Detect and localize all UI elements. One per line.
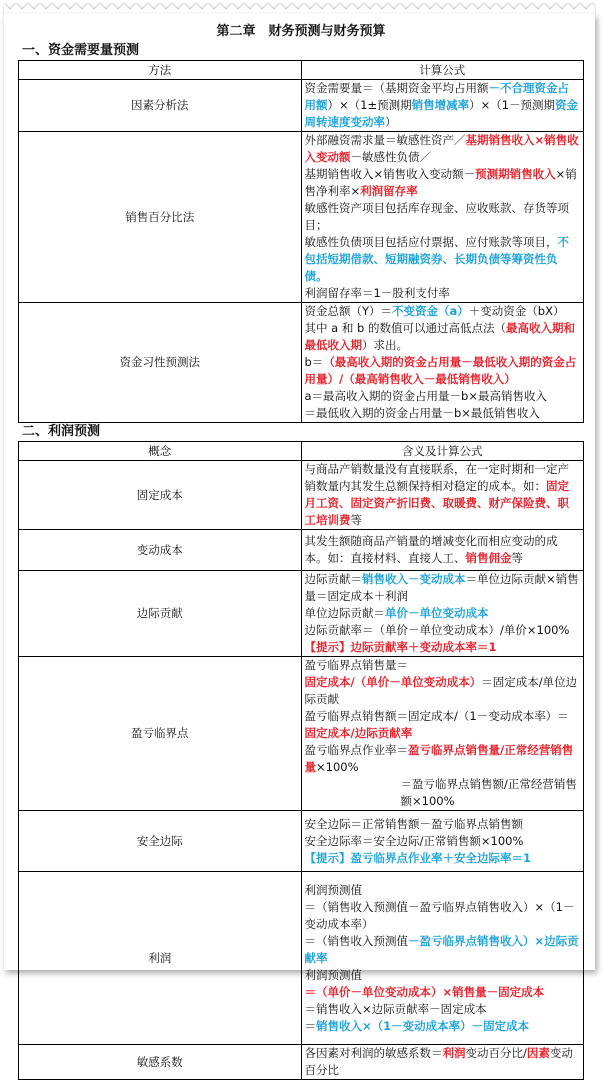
row-contribution-margin <box>19 571 584 657</box>
formula-capital-habit: 资金总额（Y）＝不变资金（a）＋变动资金（bX） 其中 a 和 b 的数值可以通过高低点法（最高收入期和最低收入期）求出。 b＝（最高收入期的资金占用量－最低收入期的资金占用量）/（最高销售收入－最低销售收入） a＝最高收入期的资金占用量－b×最高销售收入 ＝最低收入期的资金占用量－b×最低销售收入 <box>301 303 584 423</box>
meaning-variable-cost: 其发生额随商品产销量的增减变化而相应变动的成本。如：直接材料、直接人工、销售佣金等 <box>301 530 584 571</box>
formula-factor-analysis: 资金需要量＝（基期资金平均占用额－不合理资金占用额）×（1±预测期销售增减率）×（1－预测期资金周转速度变动率） <box>301 80 584 132</box>
concept-contribution-margin: 边际贡献 <box>19 571 302 657</box>
method-factor-analysis: 因素分析法 <box>19 80 302 132</box>
meaning-profit: 利润预测值 ＝（销售收入预测值－盈亏临界点销售收入）×（1－变动成本率） ＝（销售收入预测值－盈亏临界点销售收入）×边际贡献率 利润预测值 ＝（单价－单位变动成本）×销售量－固定成本 ＝销售收入×边际贡献率－固定成本 ＝销售收入×（1－变动成本率）－固定成本 <box>301 872 584 1045</box>
table-header-row <box>19 442 584 461</box>
row-safety-margin <box>19 811 584 872</box>
header-method: 方法 <box>19 61 302 80</box>
meaning-safety-margin: 安全边际＝正常销售额－盈亏临界点销售额 安全边际率＝安全边际/正常销售额×100% 【提示】盈亏临界点作业率＋安全边际率＝1 <box>301 811 584 872</box>
meaning-fixed-cost: 与商品产销数量没有直接联系，在一定时期和一定产销数量内其发生总额保持相对稳定的成本。如：固定月工资、固定资产折旧费、取暖费、财产保险费、职工培训费等 <box>301 461 584 530</box>
row-sales-percentage <box>19 132 584 303</box>
chapter-title: 第二章 财务预测与财务预算 <box>216 24 386 39</box>
row-sensitivity <box>19 1045 584 1080</box>
method-capital-habit: 资金习性预测法 <box>19 303 302 423</box>
row-profit <box>19 872 584 1045</box>
concept-safety-margin: 安全边际 <box>19 811 302 872</box>
concept-variable-cost: 变动成本 <box>19 530 302 571</box>
method-sales-percentage: 销售百分比法 <box>19 132 302 303</box>
formula-sales-percentage: 外部融资需求量＝敏感性资产／基期销售收入×销售收入变动额－敏感性负债／ 基期销售收入×销售收入变动额－预测期销售收入×销售净利率×利润留存率 敏感性资产项目包括库存现金、应收账款、存货等项目； 敏感性负债项目包括应付票据、应付账款等项目，不包括短期借款、短期融资券、长期负债等筹资性负债。 利润留存率＝1－股利支付率 <box>301 132 584 303</box>
row-factor-analysis <box>19 80 584 132</box>
header-concept: 概念 <box>19 442 302 461</box>
row-variable-cost <box>19 530 584 571</box>
section-heading-capital: 一、资金需要量预测 <box>22 43 140 58</box>
row-fixed-cost <box>19 461 584 530</box>
header-meaning: 含义及计算公式 <box>301 442 584 461</box>
concept-fixed-cost: 固定成本 <box>19 461 302 530</box>
concept-profit: 利润 <box>19 872 302 1045</box>
concept-sensitivity: 敏感系数 <box>19 1045 302 1080</box>
meaning-sensitivity: 各因素对利润的敏感系数＝利润变动百分比/因素变动百分比 <box>301 1045 584 1080</box>
profit-forecast-table <box>18 441 584 1080</box>
table-header-row <box>19 61 584 80</box>
section-heading-profit: 二、利润预测 <box>22 424 101 439</box>
document-content <box>18 22 584 1080</box>
row-break-even <box>19 657 584 811</box>
meaning-contribution-margin: 边际贡献＝销售收入－变动成本＝单位边际贡献×销售量＝固定成本＋利润 单位边际贡献＝单价－单位变动成本 边际贡献率＝（单价－单位变动成本）/单价×100% 【提示】边际贡献率＋变动成本率＝1 <box>301 571 584 657</box>
concept-break-even: 盈亏临界点 <box>19 657 302 811</box>
capital-forecast-table <box>18 60 584 423</box>
header-formula: 计算公式 <box>301 61 584 80</box>
meaning-break-even: 盈亏临界点销售量＝固定成本/（单价－单位变动成本）＝固定成本/单位边际贡献 盈亏临界点销售额＝固定成本/（1－变动成本率）＝固定成本/边际贡献率 盈亏临界点作业率＝盈亏临界点销售量/正常经营销售量×100% ＝盈亏临界点销售额/正常经营销售额×100% <box>301 657 584 811</box>
row-capital-habit <box>19 303 584 423</box>
